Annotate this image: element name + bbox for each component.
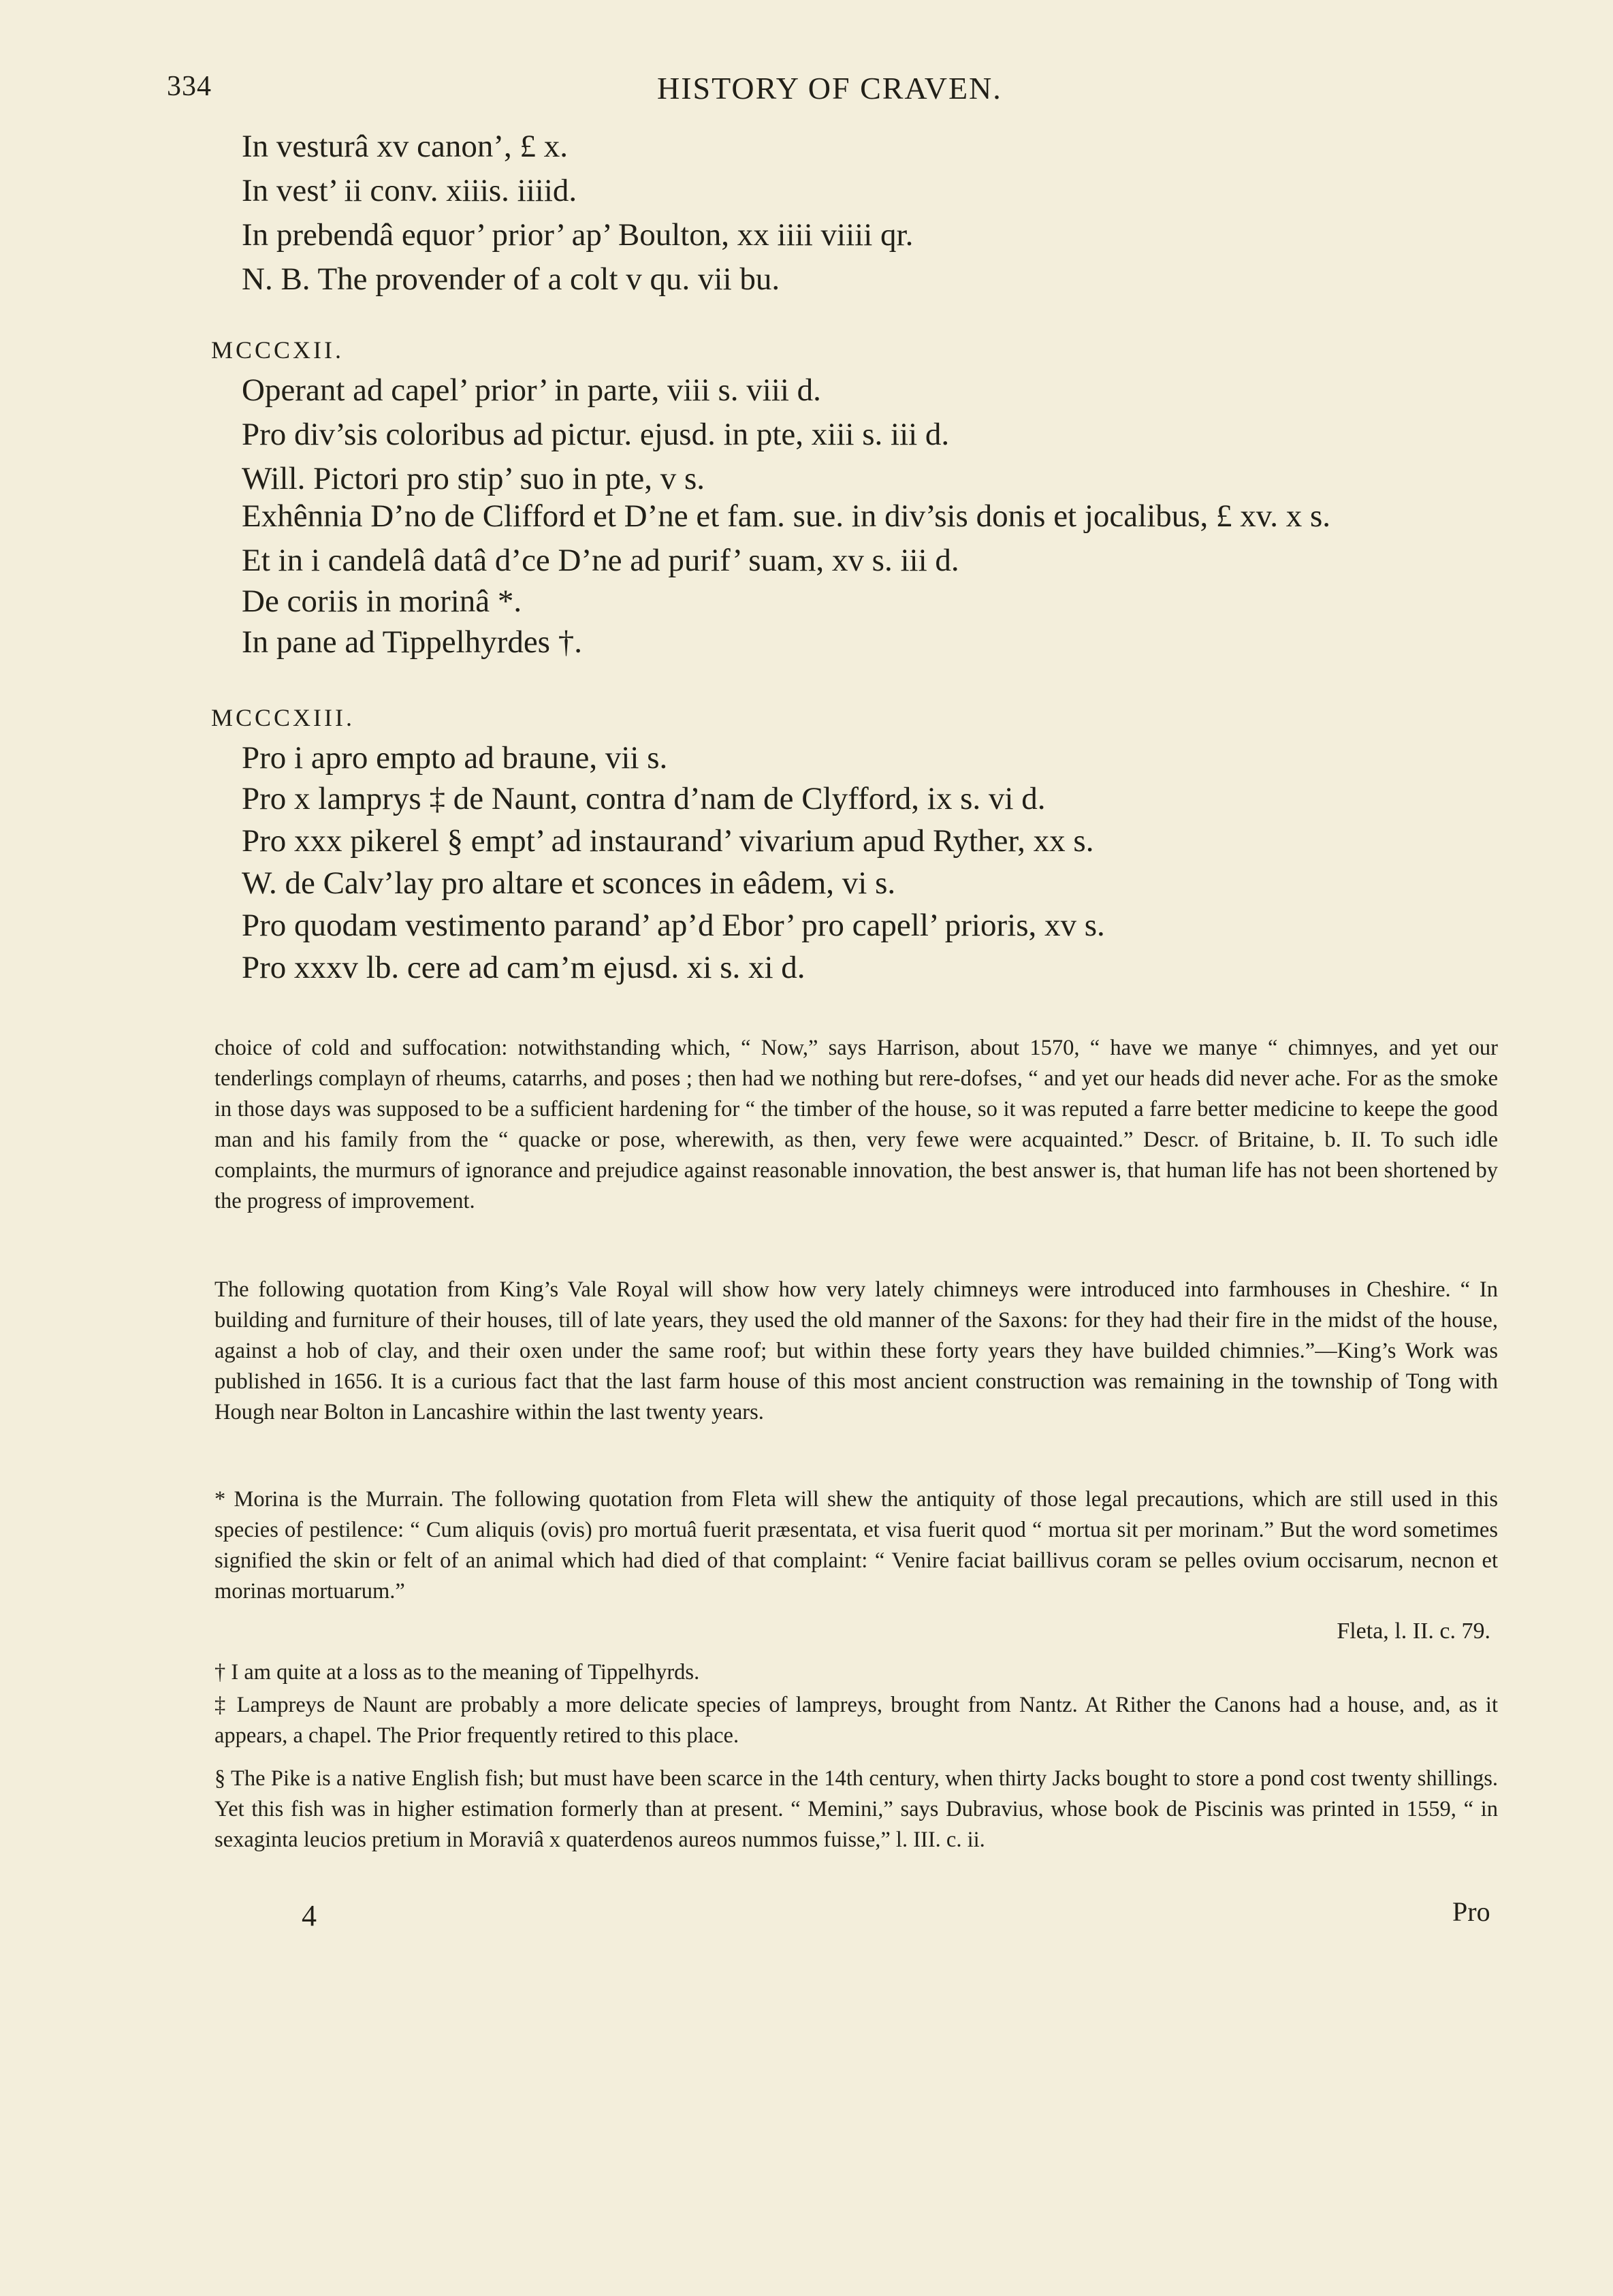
account-line: Operant ad capel’ prior’ in parte, viii s. viii d. (242, 372, 821, 408)
account-line: Et in i candelâ datâ d’ce D’ne ad purif’ suam, xv s. iii d. (242, 543, 959, 578)
footnote-paragraph: choice of cold and suffocation: notwithstanding which, “ Now,” says Harrison, about 1570, “ have we manye “ chimnyes, and yet our tenderlings complayn of rheums, catarrhs, and poses ; then had we nothing but rere-dofses, “ and yet our heads did never ache. For as the smoke in those days was supposed to be a sufficient hardening for “ the timber of the house, so it was reputed a farre better medicine to keepe the good man and his family from the “ quacke or pose, wherewith, as then, very fewe were acquainted.” Descr. of Britaine, b. II. To such idle complaints, the murmurs of ignorance and prejudice against reasonable innovation, the best answer is, that human life has not been shortened by the progress of improvement. (214, 1036, 1498, 1213)
catchword: Pro (1452, 1896, 1490, 1927)
account-line: Pro xxxv lb. cere ad cam’m ejusd. xi s. xi d. (242, 950, 805, 985)
account-line: N. B. The provender of a colt v qu. vii bu. (242, 261, 780, 297)
account-line: In pane ad Tippelhyrdes †. (242, 624, 582, 660)
account-line: In prebendâ equor’ prior’ ap’ Boulton, xx iiii viiii qr. (242, 217, 914, 253)
footnote-paragraph: ‡ Lampreys de Naunt are probably a more delicate species of lampreys, brought from Nantz. At Rither the Canons had a house, and, as it appears, a chapel. The Prior frequently retired to this place. (214, 1693, 1498, 1748)
account-line: Will. Pictori pro stip’ suo in pte, v s. (242, 461, 705, 496)
footnote-paragraph: * Morina is the Murrain. The following quotation from Fleta will shew the antiquity of those legal precautions, which are still used in this species of pestilence: “ Cum aliquis (ovis) pro mortuâ fuerit præsentata, et visa fuerit quod “ mortua sit per morinam.” But the word sometimes signified the skin or felt of an animal which had died of that complaint: “ Venire faciat baillivus coram se pelles ovium occisarum, necnon et morinas mortuarum.” (214, 1487, 1498, 1604)
account-line: De coriis in morinâ *. (242, 584, 522, 619)
page-number: 334 (167, 71, 212, 102)
account-line: In vesturâ xv canon’, £ x. (242, 129, 568, 164)
footnote-reference: Fleta, l. II. c. 79. (1337, 1619, 1490, 1644)
account-line: Pro quodam vestimento parand’ ap’d Ebor’ pro capell’ prioris, xv s. (242, 908, 1105, 943)
year-heading-1312: MCCCXII. (211, 336, 345, 364)
account-line: In vest’ ii conv. xiiis. iiiid. (242, 173, 577, 208)
account-line: Pro xxx pikerel § empt’ ad instaurand’ vivarium apud Ryther, xx s. (242, 823, 1094, 859)
footnote-paragraph: The following quotation from King’s Vale Royal will show how very lately chimneys were introduced into farmhouses in Cheshire. “ In building and furniture of their houses, till of late years, they used the old manner of the Saxons: for they had their fire in the midst of the house, against a hob of clay, and their oxen under the same roof; but within these forty years they have builded chimnies.”—King’s Work was published in 1656. It is a curious fact that the last farm house of this most ancient construction was remaining in the township of Tong with Hough near Bolton in Lancashire within the last twenty years. (214, 1277, 1498, 1424)
year-heading-1313: MCCCXIII. (211, 704, 355, 731)
running-title: HISTORY OF CRAVEN. (657, 71, 1002, 106)
signature-mark: 4 (302, 1899, 317, 1932)
footnote-paragraph: § The Pike is a native English fish; but must have been scarce in the 14th century, when thirty Jacks bought to store a pond cost twenty shillings. Yet this fish was in higher estimation formerly than at present. “ Memini,” says Dubravius, whose book de Piscinis was printed in 1559, “ in sexaginta leucios pretium in Moraviâ x quaterdenos aureos nummos fuisse,” l. III. c. ii. (214, 1766, 1498, 1852)
account-line: Pro div’sis coloribus ad pictur. ejusd. in pte, xiii s. iii d. (242, 417, 950, 452)
account-line: W. de Calv’lay pro altare et sconces in eâdem, vi s. (242, 865, 896, 901)
account-line: Pro i apro empto ad braune, vii s. (242, 740, 668, 776)
account-line: Pro x lamprys ‡ de Naunt, contra d’nam de Clyfford, ix s. vi d. (242, 781, 1046, 816)
account-line: Exhênnia D’no de Clifford et D’ne et fam. sue. in div’sis donis et jocalibus, £ xv. x s. (242, 498, 1331, 534)
footnote-paragraph: † I am quite at a loss as to the meaning of Tippelhyrds. (214, 1660, 700, 1685)
